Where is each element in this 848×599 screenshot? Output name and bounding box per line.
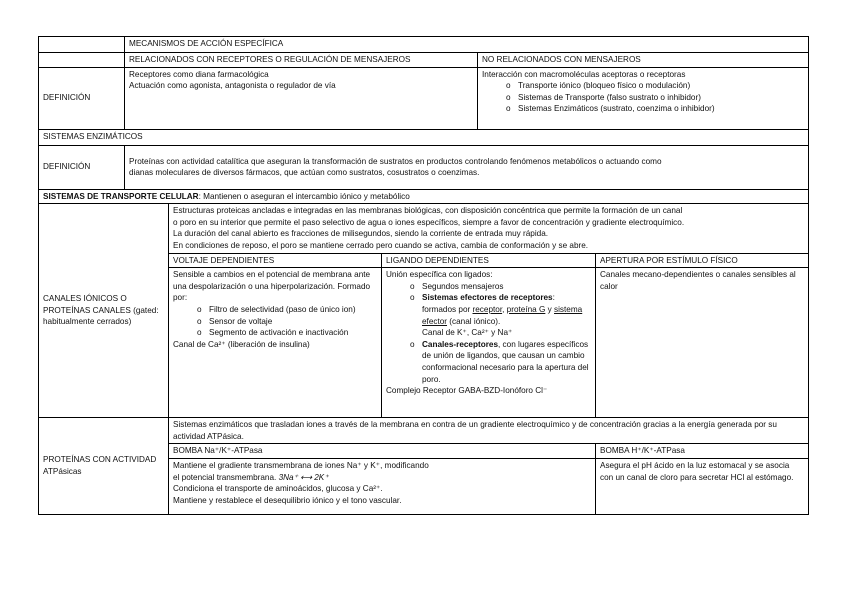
na-k-atpase-cell xyxy=(169,458,596,514)
definition-line: Receptores como diana farmacológica xyxy=(129,69,269,79)
list-item: o Sistemas Enzimáticos (sustrato, coenzima o inhibidor) xyxy=(506,103,804,115)
enzymatic-definition-line: Proteínas con actividad catalítica que aseguran la transformación de sustratos en productos controlando fenómenos metabólicos o actuando como xyxy=(129,156,662,166)
ion-channels-example: Canal de K⁺, Ca²⁺ y Na⁺ xyxy=(422,328,513,338)
header-voltage-dependent: VOLTAJE DEPENDIENTES xyxy=(169,253,382,268)
na-k-line: Mantiene el gradiente transmembrana de iones Na⁺ y K⁺, modificando xyxy=(173,460,429,470)
text-fragment: el potencial transmembrana. xyxy=(173,472,279,482)
intro-line: Estructuras proteicas ancladas e integradas en las membranas biológicas, con disposición concéntrica que permite la formación de un canal xyxy=(173,206,683,216)
effector-system-term: sistema efector xyxy=(422,304,583,326)
list-item xyxy=(410,292,591,338)
list-item xyxy=(410,339,591,385)
intro-line: o poro en su interior que permite el paso selectivo de agua o iones específicos, siempre a favor de concentración y gradiente electroquímico. xyxy=(173,217,685,227)
ligand-dependent-cell xyxy=(382,268,596,418)
h-k-atpase-cell: Asegura el pH ácido en la luz estomacal y se asocia con un canal de cloro para secretar HCl al estómago. xyxy=(596,458,809,514)
ion-channels-intro xyxy=(169,204,809,253)
text-fragment: , xyxy=(502,304,507,314)
intro-line: En condiciones de reposo, el poro se mantiene cerrado pero cuando se activa, cambia de conformación y se abre. xyxy=(173,240,589,250)
na-k-line: Mantiene y restablece el desequilibrio iónico y el tono vascular. xyxy=(173,495,402,505)
list-item: o Sensor de voltaje xyxy=(197,316,377,328)
na-k-line xyxy=(173,472,591,484)
empty-corner-cell xyxy=(39,37,125,53)
enzymatic-systems-title: SISTEMAS ENZIMÁTICOS xyxy=(39,129,809,145)
list-item: o Segmento de activación e inactivación xyxy=(197,327,377,339)
atpase-intro: Sistemas enzimáticos que trasladan iones a través de la membrana en contra de un gradiente electroquímico y de concentración gracias a la energía generada por su actividad ATPásica. xyxy=(169,418,809,444)
effector-systems-term: Sistemas efectores de receptores xyxy=(422,293,553,303)
text-fragment: y xyxy=(545,304,555,314)
definition-label: DEFINICIÓN xyxy=(39,67,125,129)
empty-corner-cell xyxy=(39,53,125,68)
ligand-example: Complejo Receptor GABA-BZD-Ionóforo Cl⁻ xyxy=(386,386,548,396)
mechanisms-table xyxy=(38,36,809,515)
text-fragment: (canal iónico). xyxy=(447,316,501,326)
channel-receptors-term: Canales-receptores xyxy=(422,339,498,349)
ion-channels-label: CANALES IÓNICOS O PROTEÍNAS CANALES (gated: habitualmente cerrados) xyxy=(39,204,169,418)
transport-title-bold: SISTEMAS DE TRANSPORTE CELULAR xyxy=(43,191,199,201)
header-na-k-atpase: BOMBA Na⁺/K⁺-ATPasa xyxy=(169,444,596,459)
header-not-related-messengers: NO RELACIONADOS CON MENSAJEROS xyxy=(478,53,809,68)
document-page xyxy=(38,36,808,515)
physical-stimulus-cell: Canales mecano-dependientes o canales sensibles al calor xyxy=(596,268,809,418)
definition-line: Actuación como agonista, antagonista o regulador de vía xyxy=(129,81,336,91)
ligand-intro: Unión específica con ligados: xyxy=(386,270,493,280)
voltage-example: Canal de Ca²⁺ (liberación de insulina) xyxy=(173,339,310,349)
list-item: o Segundos mensajeros xyxy=(410,281,591,293)
header-related-messengers: RELACIONADOS CON RECEPTORES O REGULACIÓN DE MENSAJEROS xyxy=(125,53,478,68)
text-fragment: , con lugares específicos de unión de ligandos, que causan un cambio conformacional necesario para la apertura del poro. xyxy=(422,339,589,384)
voltage-intro: Sensible a cambios en el potencial de membrana ante una despolarización o una hiperpolarización. Formado por: xyxy=(173,270,371,303)
header-ligand-dependent: LIGANDO DEPENDIENTES xyxy=(382,253,596,268)
definition-intro: Interacción con macromoléculas aceptoras o receptoras xyxy=(482,69,686,79)
mechanisms-title: MECANISMOS DE ACCIÓN ESPECÍFICA xyxy=(125,37,809,53)
header-physical-stimulus: APERTURA POR ESTÍMULO FÍSICO xyxy=(596,253,809,268)
transport-title-rest: : Mantienen o aseguran el intercambio iónico y metabólico xyxy=(198,191,410,201)
voltage-dependent-cell xyxy=(169,268,382,418)
atpase-proteins-label: PROTEÍNAS CON ACTIVIDAD ATPásicas xyxy=(39,418,169,515)
definition-related-cell xyxy=(125,67,478,129)
header-h-k-atpase: BOMBA H⁺/K⁺-ATPasa xyxy=(596,444,809,459)
enzymatic-definition-line: dianas moleculares de diversos fármacos, que actúan como sustratos, cosustratos o coenzimas. xyxy=(129,168,480,178)
na-k-line: Condiciona el transporte de aminoácidos, glucosa y Ca²⁺. xyxy=(173,484,383,494)
definition-label: DEFINICIÓN xyxy=(39,145,125,189)
protein-g-term: proteína G xyxy=(506,304,546,314)
list-item: o Filtro de selectividad (paso de único ion) xyxy=(197,304,377,316)
transport-systems-title xyxy=(39,189,809,204)
enzymatic-definition-cell xyxy=(125,145,809,189)
text-fragment: : formados por xyxy=(422,293,555,314)
list-item: o Transporte iónico (bloqueo físico o modulación) xyxy=(506,80,804,92)
list-item: o Sistemas de Transporte (falso sustrato o inhibidor) xyxy=(506,92,804,104)
exchange-formula: 3Na⁺ ⟷ 2K⁺ xyxy=(278,472,329,482)
receptor-term: receptor xyxy=(472,304,503,314)
intro-line: La duración del canal abierto es fracciones de milisegundos, siendo la corriente de entrada muy rápida. xyxy=(173,229,549,239)
definition-not-related-cell xyxy=(478,67,809,129)
